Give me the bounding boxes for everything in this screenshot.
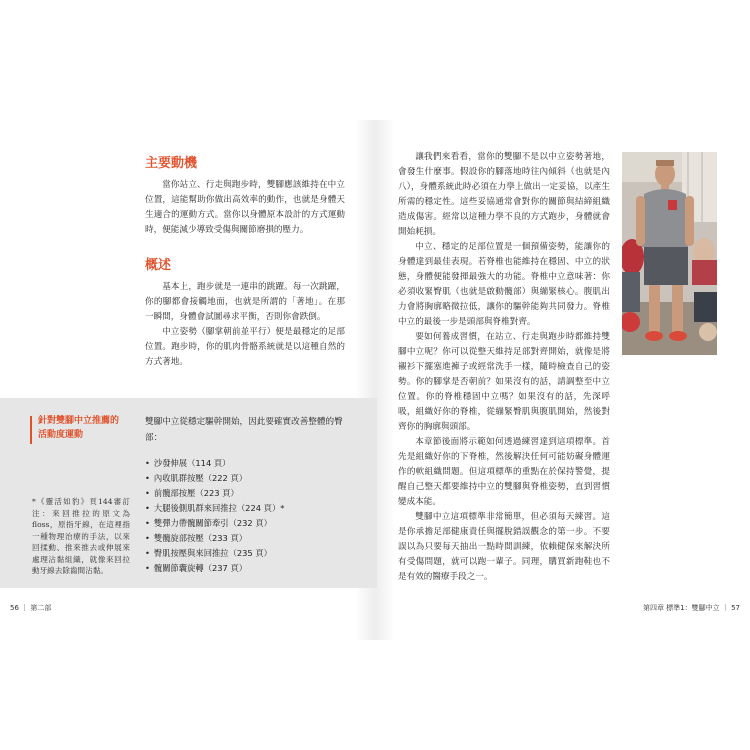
exercise-item: • 沙發伸展（114 頁） bbox=[145, 456, 360, 471]
right-text-column bbox=[398, 150, 610, 585]
sidebar-intro: 雙腳中立從穩定驅幹開始，因此要確實改善整體的臀部： bbox=[145, 417, 343, 443]
exercise-item: • 髖關節囊旋轉（237 頁） bbox=[145, 561, 360, 576]
sidebar-accent-bar bbox=[30, 416, 32, 444]
motivation-paragraph: 當你站立、行走與跑步時，雙腳應該維持在中立位置，這能幫助你做出高效率的動作，也就是身體天生適合的運動方式。當你以身體原本設計的方式運動時，便能減少導致受傷與關節磨損的壓力。 bbox=[145, 180, 345, 235]
exercise-item: • 前髖部按壓（223 頁） bbox=[145, 486, 360, 501]
right-paragraph-1: 讓我們來看看，當你的雙腳不是以中立姿勢著地，會發生什麼事。假設你的腳落地時往內傾斜（也就是內八），身體系統此時必須在力學上做出一定妥協，以產生所需的穩定性。這些妥協通常會對你的關節與結締組織造成傷害。經常以這種力學不良的方式跑步，身體就會開始耗損。 bbox=[398, 152, 610, 237]
right-paragraph-2: 中立、穩定的足部位置是一個預備姿勢，能讓你的身體達到最佳表現。若脊椎也能維持在穩固、中立的狀態，身體便能發揮最強大的功能。脊椎中立意味著：你必須收緊臀肌（也就是啟動髖部）與繃緊核心。腹肌出力會將胸廓略微拉低，讓你的驅幹能夠共同發力。脊椎中立的最後一步是頭部與脊椎對齊。 bbox=[398, 242, 610, 327]
exercise-item: • 內收肌群按壓（222 頁） bbox=[145, 471, 360, 486]
section-heading-overview: 概述 bbox=[145, 258, 172, 273]
left-folio: 56 ｜ 第二部 bbox=[10, 604, 52, 612]
section-heading-motivation: 主要動機 bbox=[145, 156, 198, 171]
exercise-item: • 大腿後側肌群來回推拉（224 頁）* bbox=[145, 501, 360, 516]
sidebar-box bbox=[0, 398, 377, 588]
right-paragraph-5: 雙腳中立這項標準非常簡單，但必須每天練習。這是你承擔足部健康責任與擺脫錯誤觀念的第一步。不要誤以為只要每天抽出一點時間訓練，依賴健保來解決所有受傷問題，就可以跑一輩子。同理，購買新跑鞋也不是有效的醫療手段之一。 bbox=[398, 512, 610, 582]
overview-paragraph-2: 中立姿勢（腳掌朝前並平行）便是最穩定的足部位置。跑步時，你的肌肉骨骼系統就是以這種自然的方式著地。 bbox=[145, 327, 345, 367]
coach-photo bbox=[622, 152, 717, 355]
coach-photo-image bbox=[622, 152, 717, 355]
right-paragraph-4: 本章節後面將示範如何透過練習達到這項標準。首先是組織好你的下脊椎，然後解決任何可能妨礙身體運作的軟組織問題。但這項標準的重點在於保持警覺，提醒自己整天都要維持中立的雙腳與脊椎姿勢，直到習慣變成本能。 bbox=[398, 437, 610, 507]
exercise-list bbox=[145, 456, 360, 576]
overview-paragraph-1: 基本上，跑步就是一連串的跳躍。每一次跳躍，你的腳都會接觸地面，也就是所謂的「著地」。在那一瞬間，身體會試圖尋求平衡，否則你會跌倒。 bbox=[145, 282, 345, 322]
right-paragraph-3: 要如何養成習慣，在站立、行走與跑步時都維持雙腳中立呢？你可以從整天維持足部對齊開始，就像是將襯衫下擺塞進褲子或經常洗手一樣，隨時檢查自己的姿勢。你的腳掌是否朝前？如果沒有的話，請調整至中立位置。你的脊椎穩固中立嗎？如果沒有的話，先深呼吸，組織好你的脊椎，從繃緊臀肌與腹肌開始，然後對齊你的胸廓與頭部。 bbox=[398, 332, 610, 432]
right-folio: 第四章 標準1：雙腳中立 ｜ 57 bbox=[642, 604, 740, 612]
exercise-item: • 臀肌按壓與來回推拉（235 頁） bbox=[145, 546, 360, 561]
sidebar-title: 針對雙腳中立推薦的活動度運動 bbox=[38, 416, 120, 440]
sidebar-footnote: *《靈活如豹》頁144審訂注：來回推拉的原文為floss，原指牙線，在這裡指一種物理治療的手法，以來回揉動、推來推去或伸展來處理沾黏組織，就像來回拉動牙線去除齒間沾黏。 bbox=[32, 497, 130, 575]
exercise-item: • 雙髖旋部按壓（233 頁） bbox=[145, 531, 360, 546]
exercise-item: • 雙彈力帶髖關節牽引（232 頁） bbox=[145, 516, 360, 531]
